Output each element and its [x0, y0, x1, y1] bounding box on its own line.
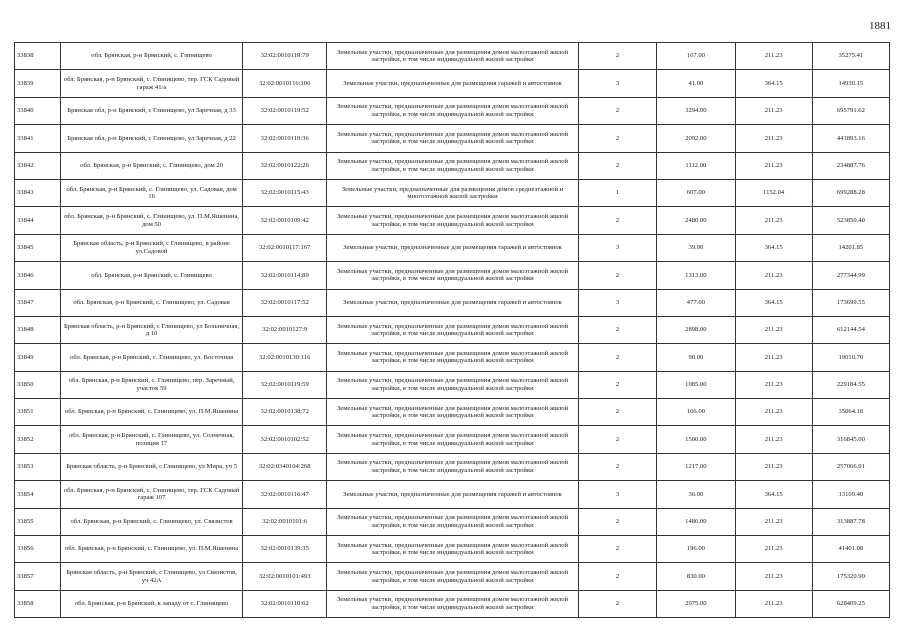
cadastral-value-cell: 695791.62 — [812, 97, 889, 124]
area-cell: 196.00 — [657, 536, 735, 563]
specific-value-cell: 211.23 — [735, 316, 812, 343]
area-cell: 1217.00 — [657, 453, 735, 480]
record-id-cell: 33850 — [15, 371, 61, 398]
specific-value-cell: 1152.04 — [735, 179, 812, 206]
table-row — [15, 262, 890, 289]
group-cell: 2 — [578, 536, 656, 563]
permitted-use-cell: Земельные участки, предназначенные для размещения гаражей и автостоянок — [327, 70, 579, 97]
area-cell: 830.00 — [657, 563, 735, 590]
specific-value-cell: 211.23 — [735, 43, 812, 70]
record-id-cell: 33855 — [15, 508, 61, 535]
area-cell: 2092.00 — [657, 125, 735, 152]
specific-value-cell: 211.23 — [735, 207, 812, 234]
record-id-cell: 33854 — [15, 481, 61, 508]
table-row — [15, 399, 890, 426]
cadastral-number-cell: 32:02:0010116:47 — [243, 481, 327, 508]
cadastral-value-cell: 14201.85 — [812, 234, 889, 261]
specific-value-cell: 211.23 — [735, 563, 812, 590]
address-cell: обл. Брянская, р-н Брянский, с. Глинищево, дом 20 — [60, 152, 242, 179]
record-id-cell: 33858 — [15, 590, 61, 617]
group-cell: 3 — [578, 234, 656, 261]
group-cell: 2 — [578, 125, 656, 152]
address-cell: обл. Брянская, р-н Брянский, с. Глинищево, тер. ГСК Садовый гараж 107 — [60, 481, 242, 508]
group-cell: 2 — [578, 426, 656, 453]
cadastral-number-cell: 32:02:0010119:59 — [243, 371, 327, 398]
permitted-use-cell: Земельные участки, предназначенные для размещения домов малоэтажной жилой застройки, в том числе индивидуальной жилой застройки — [327, 344, 579, 371]
group-cell: 3 — [578, 481, 656, 508]
cadastral-value-cell: 41401.08 — [812, 536, 889, 563]
area-cell: 1500.00 — [657, 426, 735, 453]
group-cell: 2 — [578, 207, 656, 234]
record-id-cell: 33847 — [15, 289, 61, 316]
area-cell: 90.00 — [657, 344, 735, 371]
cadastral-value-cell: 229184.55 — [812, 371, 889, 398]
area-cell: 607.00 — [657, 179, 735, 206]
table-row — [15, 97, 890, 124]
address-cell: обл. Брянская, р-н Брянский, с. Глинищево, ул. Связистов — [60, 508, 242, 535]
permitted-use-cell: Земельные участки, предназначенные для размещения домов малоэтажной жилой застройки, в том числе индивидуальной жилой застройки — [327, 426, 579, 453]
cadastral-value-cell: 612144.54 — [812, 316, 889, 343]
area-cell: 1313.00 — [657, 262, 735, 289]
registry-body — [15, 43, 890, 618]
record-id-cell: 33857 — [15, 563, 61, 590]
area-cell: 41.00 — [657, 70, 735, 97]
address-cell: Брянская обл, р-н Брянский, с Глинищево, ул Заречная, д 22 — [60, 125, 242, 152]
table-row — [15, 289, 890, 316]
cadastral-number-cell: 32:02:0010116:106 — [243, 70, 327, 97]
cadastral-value-cell: 441893.16 — [812, 125, 889, 152]
group-cell: 2 — [578, 371, 656, 398]
table-row — [15, 152, 890, 179]
group-cell: 2 — [578, 43, 656, 70]
permitted-use-cell: Земельные участки, предназначенные для размещения домов малоэтажной жилой застройки, в том числе индивидуальной жилой застройки — [327, 262, 579, 289]
table-row — [15, 207, 890, 234]
area-cell: 2898.00 — [657, 316, 735, 343]
cadastral-value-cell: 523850.40 — [812, 207, 889, 234]
area-cell: 39.00 — [657, 234, 735, 261]
address-cell: обл. Брянская, р-н Брянский, с. Глинищево, пер. Заречный, участок 59 — [60, 371, 242, 398]
record-id-cell: 33839 — [15, 70, 61, 97]
address-cell: Брянская область, р-н Брянский, с Глинищево, в районе ул.Садовой — [60, 234, 242, 261]
cadastral-number-cell: 32:02:0010110:62 — [243, 590, 327, 617]
cadastral-number-cell: 32:02:0010102:52 — [243, 426, 327, 453]
record-id-cell: 33843 — [15, 179, 61, 206]
specific-value-cell: 364.15 — [735, 481, 812, 508]
permitted-use-cell: Земельные участки, предназначенные для размещения домов малоэтажной жилой застройки, в том числе индивидуальной жилой застройки — [327, 563, 579, 590]
permitted-use-cell: Земельные участки, предназначенные для размещения домов малоэтажной жилой застройки, в том числе индивидуальной жилой застройки — [327, 508, 579, 535]
address-cell: обл. Брянская, р-н Брянский, с. Глинищево, ул. Восточная — [60, 344, 242, 371]
group-cell: 2 — [578, 590, 656, 617]
address-cell: обл. Брянская, р-н Брянский, к западу от с. Глинищево — [60, 590, 242, 617]
address-cell: обл. Брянская, р-н Брянский, с. Глинищево, ул. Садовая — [60, 289, 242, 316]
group-cell: 2 — [578, 97, 656, 124]
permitted-use-cell: Земельные участки, предназначенные для размещения домов малоэтажной жилой застройки, в том числе индивидуальной жилой застройки — [327, 152, 579, 179]
permitted-use-cell: Земельные участки, предназначенные для размещения домов среднеэтажной и многоэтажной жилой застройки — [327, 179, 579, 206]
table-row — [15, 316, 890, 343]
permitted-use-cell: Земельные участки, предназначенные для размещения домов малоэтажной жилой застройки, в том числе индивидуальной жилой застройки — [327, 536, 579, 563]
specific-value-cell: 211.23 — [735, 399, 812, 426]
record-id-cell: 33851 — [15, 399, 61, 426]
record-id-cell: 33844 — [15, 207, 61, 234]
group-cell: 2 — [578, 508, 656, 535]
record-id-cell: 33845 — [15, 234, 61, 261]
cadastral-number-cell: 32:02:0010119:36 — [243, 125, 327, 152]
cadastral-number-cell: 32:02:0010115:43 — [243, 179, 327, 206]
specific-value-cell: 211.23 — [735, 508, 812, 535]
table-row — [15, 179, 890, 206]
area-cell: 2975.00 — [657, 590, 735, 617]
cadastral-value-cell: 313887.78 — [812, 508, 889, 535]
cadastral-number-cell: 32:02:0010101:493 — [243, 563, 327, 590]
record-id-cell: 33848 — [15, 316, 61, 343]
table-row — [15, 453, 890, 480]
cadastral-value-cell: 699288.28 — [812, 179, 889, 206]
area-cell: 2480.00 — [657, 207, 735, 234]
record-id-cell: 33841 — [15, 125, 61, 152]
specific-value-cell: 211.23 — [735, 152, 812, 179]
specific-value-cell: 364.15 — [735, 234, 812, 261]
group-cell: 2 — [578, 399, 656, 426]
specific-value-cell: 364.15 — [735, 289, 812, 316]
area-cell: 3294.00 — [657, 97, 735, 124]
permitted-use-cell: Земельные участки, предназначенные для размещения домов малоэтажной жилой застройки, в том числе индивидуальной жилой застройки — [327, 207, 579, 234]
cadastral-value-cell: 35064.18 — [812, 399, 889, 426]
permitted-use-cell: Земельные участки, предназначенные для размещения домов малоэтажной жилой застройки, в том числе индивидуальной жилой застройки — [327, 125, 579, 152]
address-cell: обл. Брянская, р-н Брянский, с. Глинищево, ул. Солнечная, позиция 17 — [60, 426, 242, 453]
address-cell: обл. Брянская, р-н Брянский, с. Глинищево — [60, 43, 242, 70]
group-cell: 2 — [578, 262, 656, 289]
cadastral-value-cell: 35275.41 — [812, 43, 889, 70]
group-cell: 2 — [578, 563, 656, 590]
cadastral-value-cell: 628409.25 — [812, 590, 889, 617]
record-id-cell: 33856 — [15, 536, 61, 563]
table-row — [15, 125, 890, 152]
table-row — [15, 481, 890, 508]
cadastral-number-cell: 32:02:0010130:116 — [243, 344, 327, 371]
area-cell: 167.00 — [657, 43, 735, 70]
specific-value-cell: 211.23 — [735, 453, 812, 480]
table-row — [15, 371, 890, 398]
cadastral-value-cell: 173699.55 — [812, 289, 889, 316]
record-id-cell: 33842 — [15, 152, 61, 179]
address-cell: обл. Брянская, р-н Брянский, с. Глинищево, тер. ГСК Садовый гараж 41/а — [60, 70, 242, 97]
permitted-use-cell: Земельные участки, предназначенные для размещения домов малоэтажной жилой застройки, в том числе индивидуальной жилой застройки — [327, 43, 579, 70]
specific-value-cell: 211.23 — [735, 262, 812, 289]
area-cell: 1112.00 — [657, 152, 735, 179]
cadastral-number-cell: 32:02:0010122:26 — [243, 152, 327, 179]
address-cell: обл. Брянская, р-н Брянский, с. Глинищево, ул. П.М.Яшенина — [60, 399, 242, 426]
cadastral-number-cell: 32:02:0010127:9 — [243, 316, 327, 343]
cadastral-value-cell: 234887.76 — [812, 152, 889, 179]
address-cell: Брянская область, р-н Брянский, с Глинищево, ул Больничная, д 10 — [60, 316, 242, 343]
cadastral-value-cell: 316845.00 — [812, 426, 889, 453]
record-id-cell: 33849 — [15, 344, 61, 371]
table-row — [15, 536, 890, 563]
address-cell: Брянская область, р-н Брянский, с Глинищево, ул Мира, уч 5 — [60, 453, 242, 480]
area-cell: 166.00 — [657, 399, 735, 426]
permitted-use-cell: Земельные участки, предназначенные для размещения гаражей и автостоянок — [327, 289, 579, 316]
group-cell: 2 — [578, 453, 656, 480]
specific-value-cell: 211.23 — [735, 426, 812, 453]
cadastral-value-cell: 13109.40 — [812, 481, 889, 508]
cadastral-number-cell: 32:02:0010139:35 — [243, 536, 327, 563]
specific-value-cell: 211.23 — [735, 590, 812, 617]
cadastral-value-cell: 14930.15 — [812, 70, 889, 97]
table-row — [15, 590, 890, 617]
permitted-use-cell: Земельные участки, предназначенные для размещения гаражей и автостоянок — [327, 481, 579, 508]
specific-value-cell: 211.23 — [735, 125, 812, 152]
permitted-use-cell: Земельные участки, предназначенные для размещения домов малоэтажной жилой застройки, в том числе индивидуальной жилой застройки — [327, 399, 579, 426]
address-cell: Брянская область, р-н Брянский, с Глинищево, ул Связистов, уч 42А — [60, 563, 242, 590]
area-cell: 1085.00 — [657, 371, 735, 398]
permitted-use-cell: Земельные участки, предназначенные для размещения домов малоэтажной жилой застройки, в том числе индивидуальной жилой застройки — [327, 97, 579, 124]
table-row — [15, 508, 890, 535]
record-id-cell: 33840 — [15, 97, 61, 124]
address-cell: Брянская обл, р-н Брянский, с Глинищево, ул Заречная, д 33 — [60, 97, 242, 124]
cadastral-value-cell: 257066.91 — [812, 453, 889, 480]
group-cell: 3 — [578, 289, 656, 316]
permitted-use-cell: Земельные участки, предназначенные для размещения домов малоэтажной жилой застройки, в том числе индивидуальной жилой застройки — [327, 371, 579, 398]
permitted-use-cell: Земельные участки, предназначенные для размещения домов малоэтажной жилой застройки, в том числе индивидуальной жилой застройки — [327, 316, 579, 343]
cadastral-number-cell: 32:02:0340104:268 — [243, 453, 327, 480]
specific-value-cell: 364.15 — [735, 70, 812, 97]
table-row — [15, 43, 890, 70]
cadastral-number-cell: 32:02:0010101:6 — [243, 508, 327, 535]
address-cell: обл. Брянская, р-н Брянский, с. Глинищево — [60, 262, 242, 289]
table-row — [15, 426, 890, 453]
address-cell: обл. Брянская, р-н Брянский, с. Глинищево, ул. П.М.Яшенина, дом 50 — [60, 207, 242, 234]
cadastral-number-cell: 32:02:0010114:89 — [243, 262, 327, 289]
cadastral-number-cell: 32:02:0010117:167 — [243, 234, 327, 261]
permitted-use-cell: Земельные участки, предназначенные для размещения домов малоэтажной жилой застройки, в том числе индивидуальной жилой застройки — [327, 453, 579, 480]
specific-value-cell: 211.23 — [735, 97, 812, 124]
table-row — [15, 70, 890, 97]
cadastral-number-cell: 32:02:0010109:42 — [243, 207, 327, 234]
address-cell: обл. Брянская, р-н Брянский, с. Глинищево, ул. П.М.Яшенина — [60, 536, 242, 563]
cadastral-number-cell: 32:02:0010117:52 — [243, 289, 327, 316]
table-row — [15, 234, 890, 261]
record-id-cell: 33852 — [15, 426, 61, 453]
page-number: 1881 — [869, 20, 891, 32]
area-cell: 36.00 — [657, 481, 735, 508]
group-cell: 3 — [578, 70, 656, 97]
land-registry-table — [14, 42, 890, 618]
permitted-use-cell: Земельные участки, предназначенные для размещения гаражей и автостоянок — [327, 234, 579, 261]
record-id-cell: 33853 — [15, 453, 61, 480]
group-cell: 1 — [578, 179, 656, 206]
group-cell: 2 — [578, 316, 656, 343]
group-cell: 2 — [578, 344, 656, 371]
record-id-cell: 33838 — [15, 43, 61, 70]
specific-value-cell: 211.23 — [735, 344, 812, 371]
cadastral-value-cell: 19010.70 — [812, 344, 889, 371]
cadastral-number-cell: 32:02:0010138:72 — [243, 399, 327, 426]
cadastral-number-cell: 32:02:0010119:52 — [243, 97, 327, 124]
area-cell: 1486.00 — [657, 508, 735, 535]
permitted-use-cell: Земельные участки, предназначенные для размещения домов малоэтажной жилой застройки, в том числе индивидуальной жилой застройки — [327, 590, 579, 617]
group-cell: 2 — [578, 152, 656, 179]
table-row — [15, 563, 890, 590]
cadastral-number-cell: 32:02:0010119:79 — [243, 43, 327, 70]
specific-value-cell: 211.23 — [735, 536, 812, 563]
record-id-cell: 33846 — [15, 262, 61, 289]
specific-value-cell: 211.23 — [735, 371, 812, 398]
cadastral-value-cell: 175320.90 — [812, 563, 889, 590]
address-cell: обл. Брянская, р-н Брянский, с. Глинищево, ул. Садовая, дом 16 — [60, 179, 242, 206]
table-row — [15, 344, 890, 371]
area-cell: 477.00 — [657, 289, 735, 316]
cadastral-value-cell: 277344.99 — [812, 262, 889, 289]
